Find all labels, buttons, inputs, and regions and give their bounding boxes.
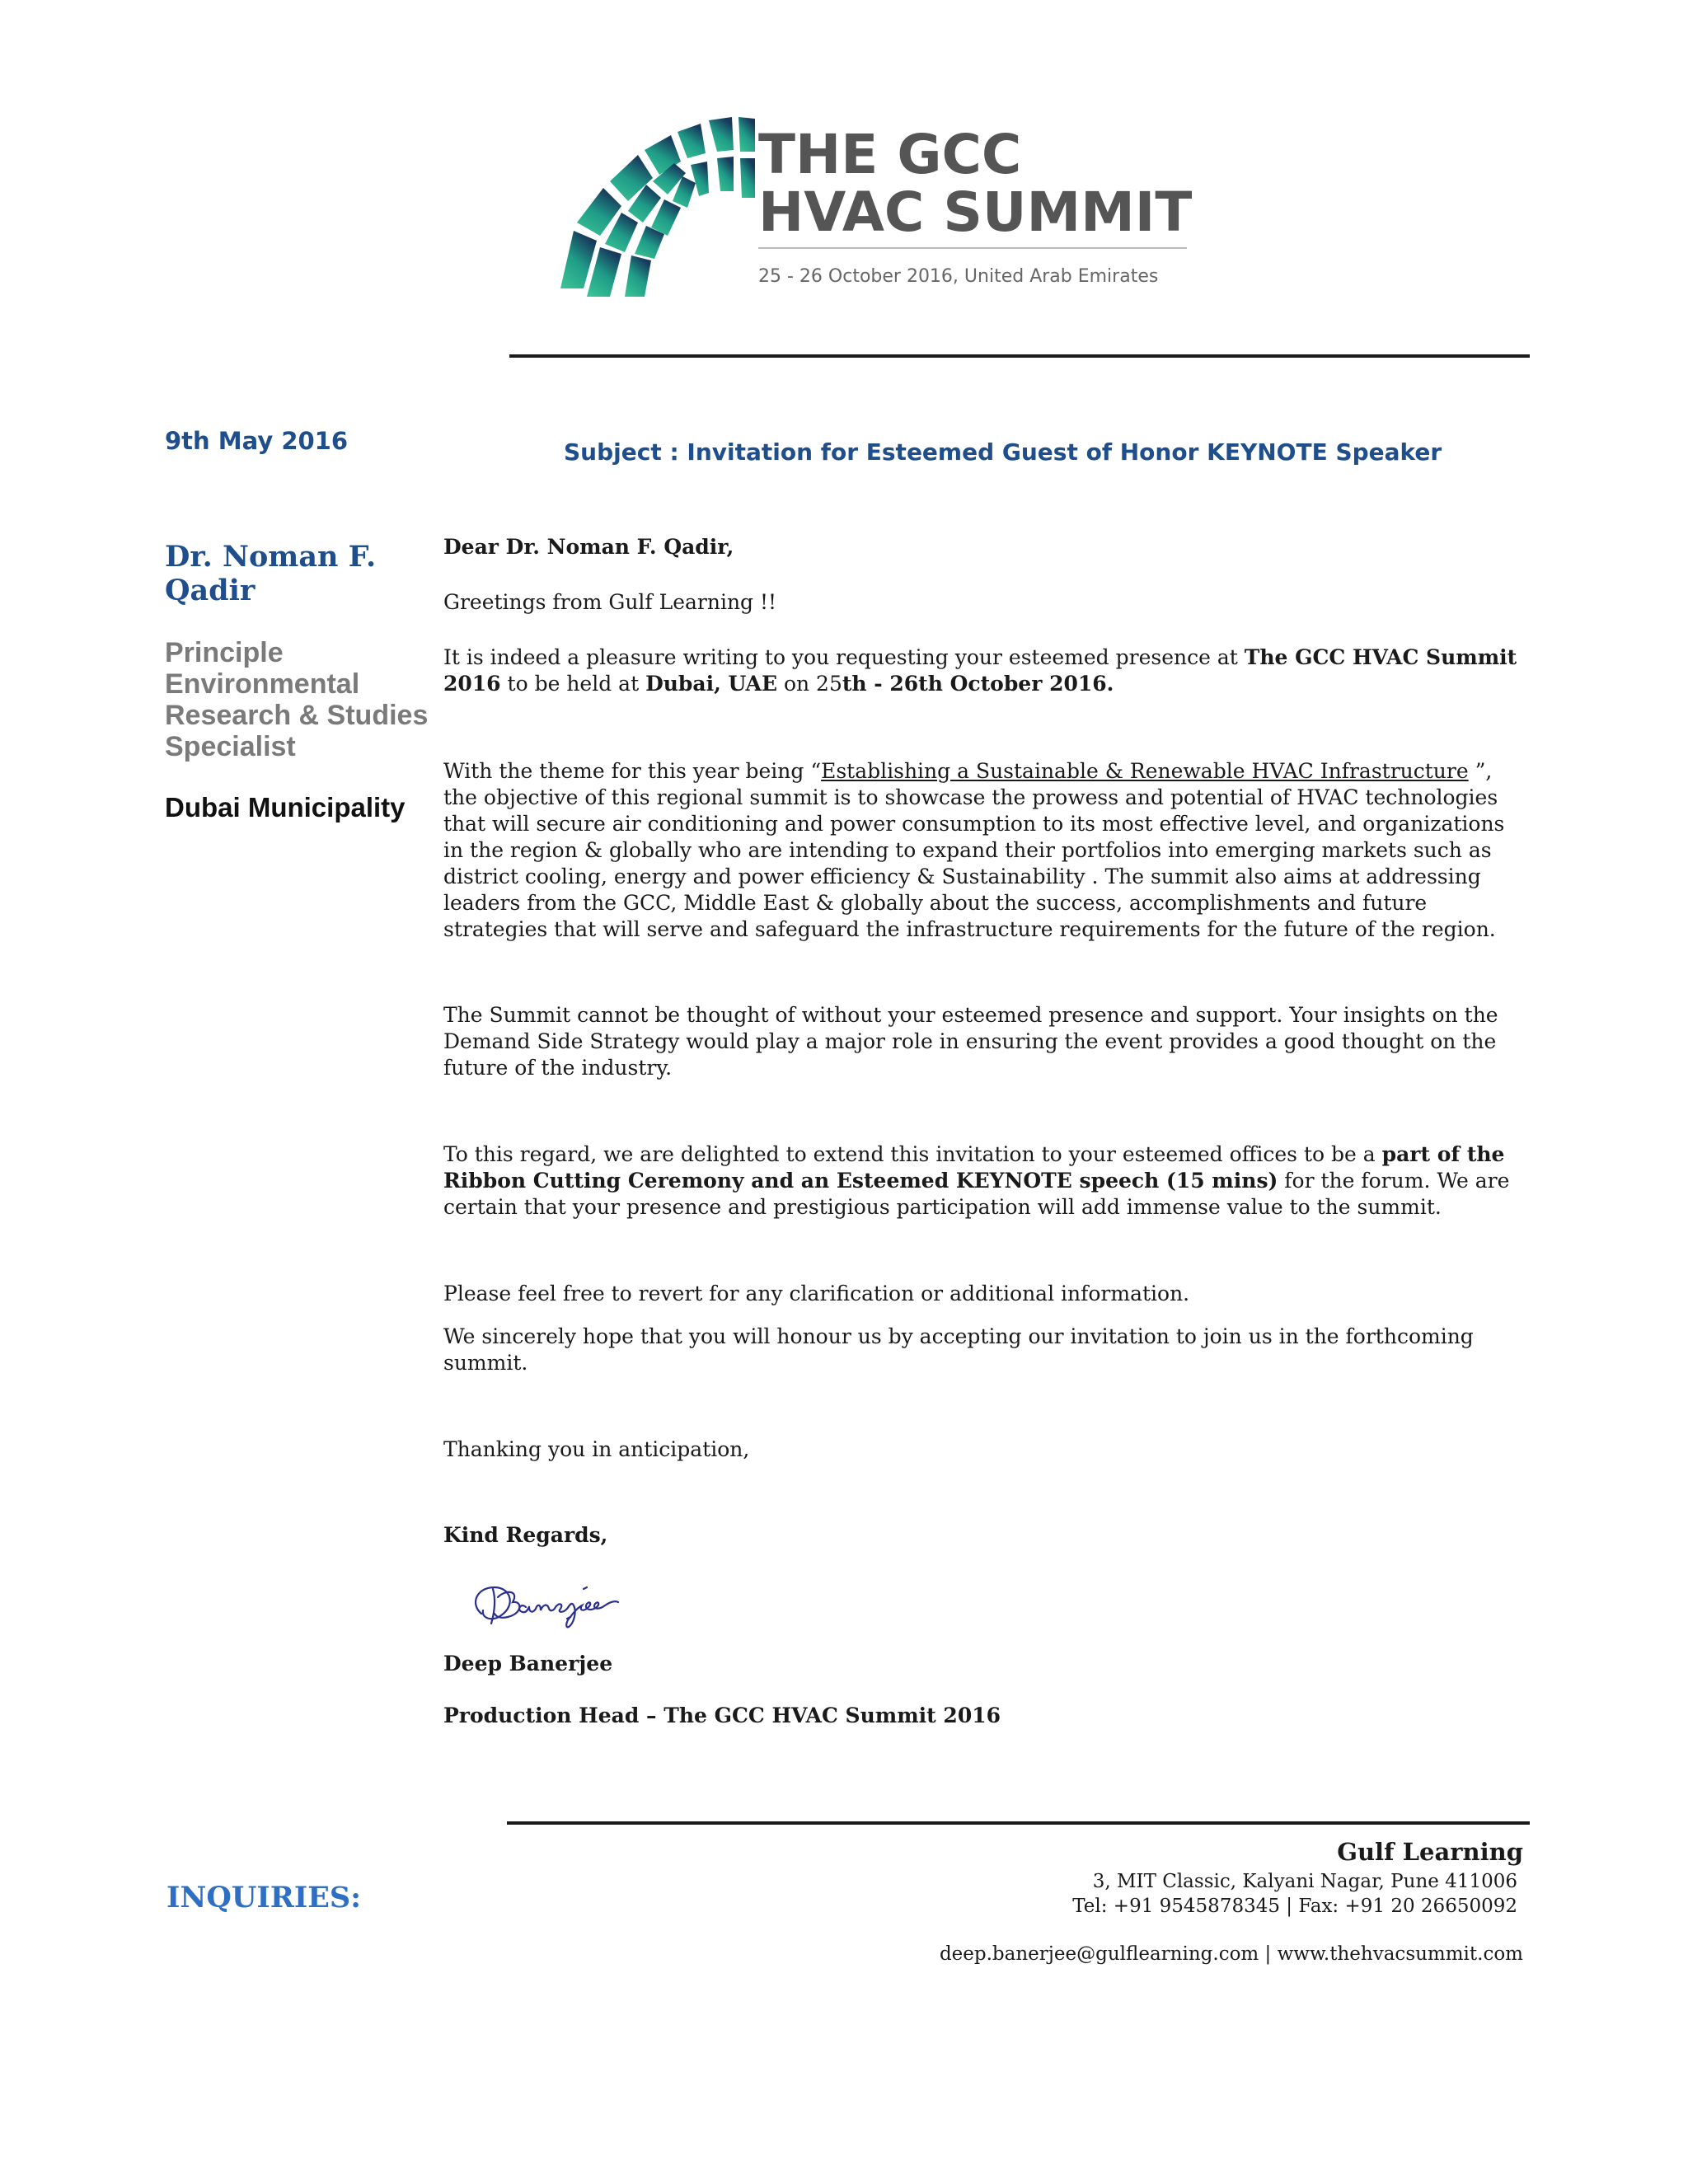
summit-logo — [552, 115, 1203, 301]
kind-regards: Kind Regards, — [443, 1523, 608, 1547]
recipient-name: Dr. Noman F. Qadir — [165, 540, 377, 607]
paragraph-hope: We sincerely hope that you will honour us by accepting our invitation to join us in the forthcoming summit. — [443, 1324, 1474, 1375]
header-rule — [509, 354, 1530, 358]
closing-line: Thanking you in anticipation, — [443, 1437, 750, 1461]
footer-phone: Tel: +91 9545878345 | Fax: +91 20 26650092 — [1072, 1896, 1517, 1917]
inquiries-label: INQUIRIES: — [166, 1881, 362, 1915]
greeting: Greetings from Gulf Learning !! — [443, 590, 777, 614]
fan-logo-icon — [560, 117, 755, 297]
footer-address-block — [1072, 1869, 1517, 1919]
letter-date: 9th May 2016 — [165, 427, 349, 455]
paragraph-clarification: Please feel free to revert for any clarification or additional information. — [443, 1282, 1190, 1305]
theme-title: Establishing a Sustainable & Renewable HVAC Infrastructure — [821, 759, 1469, 783]
recipient-organization: Dubai Municipality — [165, 792, 406, 823]
signer-title: Production Head – The GCC HVAC Summit 2016 — [443, 1704, 1001, 1727]
signer-name: Deep Banerjee — [443, 1652, 613, 1675]
logo-title-line1: THE GCC — [758, 123, 1022, 186]
paragraph-summit: The Summit cannot be thought of without your esteemed presence and support. Your insights on the Demand Side Strategy would play a major role in ensuring the event provides a good thought on the future of the industry. — [443, 1003, 1498, 1080]
logo-title-line2: HVAC SUMMIT — [758, 180, 1193, 244]
recipient-title: Principle Environmental Research & Studies Specialist — [165, 637, 429, 762]
handwritten-signature — [468, 1564, 649, 1637]
footer-contact: deep.banerjee@gulflearning.com | www.thehvacsummit.com — [939, 1943, 1523, 1965]
footer-company: Gulf Learning — [1337, 1838, 1523, 1866]
paragraph-intro: It is indeed a pleasure writing to you requesting your esteemed presence at The GCC HVAC Summit 2016 to be held at Dubai, UAE on 25th - 26th October 2016. — [443, 645, 1517, 696]
footer-address: 3, MIT Classic, Kalyani Nagar, Pune 411006 — [1092, 1871, 1517, 1892]
signature-text: Banerjee — [555, 1634, 563, 1636]
paragraph-theme: With the theme for this year being “Establishing a Sustainable & Renewable HVAC Infrastructure ”, the objective of this regional summit is to showcase the prowess and potential of HVAC technologies that will secure air conditioning and power consumption to its most effective level, and organizations in the region & globally who are intending to expand their portfolios into emerging markets such as district cooling, energy and power efficiency & Sustainability . The summit also aims at addressing leaders from the GCC, Middle East & globally about the success, accomplishments and future strategies that will serve and safeguard the infrastructure requirements for the future of the region. — [443, 759, 1505, 941]
footer-rule — [507, 1821, 1530, 1825]
subject-line: Subject : Invitation for Esteemed Guest of Honor KEYNOTE Speaker — [564, 438, 1442, 466]
salutation: Dear Dr. Noman F. Qadir, — [443, 535, 734, 559]
recipient-sidebar — [165, 540, 429, 823]
paragraph-invitation: To this regard, we are delighted to extend this invitation to your esteemed offices to be a part of the Ribbon Cutting Ceremony and an Esteemed KEYNOTE speech (15 mins) for the forum. We are certain that your presence and prestigious participation will add immense value to the summit. — [443, 1142, 1510, 1219]
logo-dates: 25 - 26 October 2016, United Arab Emirates — [758, 266, 1159, 287]
